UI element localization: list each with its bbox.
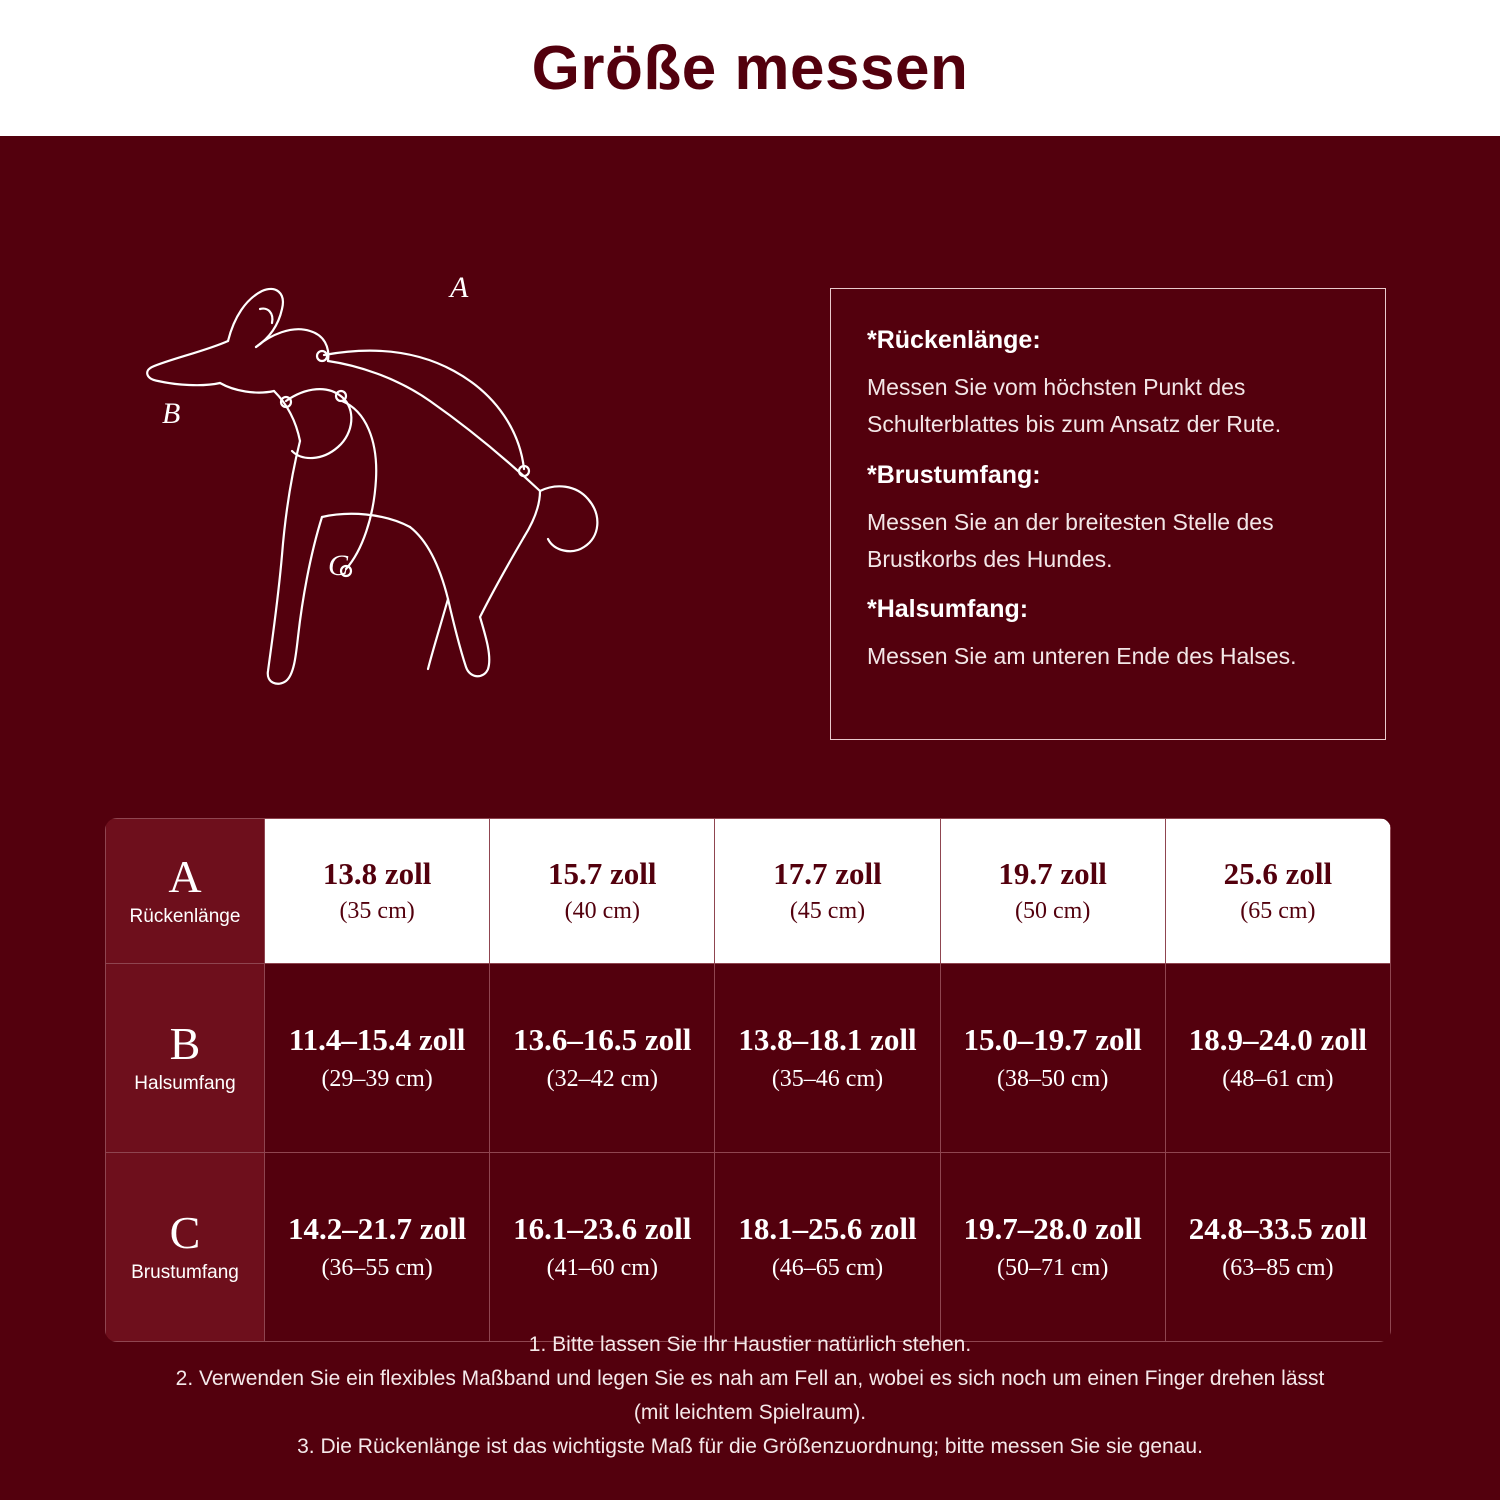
instruction-text: Messen Sie an der breitesten Stelle des Brustkorbs des Hundes. xyxy=(867,508,1274,572)
instruction-text: Messen Sie vom höchsten Punkt des Schulterblattes bis zum Ansatz der Rute. xyxy=(867,374,1282,438)
cell-subvalue: (63–85 cm) xyxy=(1222,1255,1334,1282)
instruction-heading: *Rückenlänge: xyxy=(867,326,1041,354)
table-cell xyxy=(1165,819,1390,964)
footer-note: 2. Verwenden Sie ein flexibles Maßband und legen Sie es nah am Fell an, wobei es sich noch um einen Finger drehen lässt xyxy=(175,1367,1325,1391)
cell-subvalue: (29–39 cm) xyxy=(321,1066,433,1093)
row-letter: A xyxy=(168,850,202,902)
cell-value: 18.1–25.6 zoll xyxy=(738,1210,917,1246)
table-cell xyxy=(715,1153,940,1342)
cell-subvalue: (46–65 cm) xyxy=(771,1255,884,1282)
cell-value: 24.8–33.5 zoll xyxy=(1188,1210,1367,1246)
dog-measurement-illustration xyxy=(110,255,750,725)
footer-note: 3. Die Rückenlänge ist das wichtigste Maß für die Größenzuordnung; bitte messen Sie sie genau. xyxy=(297,1435,1203,1459)
cell-value: 14.2–21.7 zoll xyxy=(287,1210,467,1246)
cell-subvalue: (50 cm) xyxy=(1015,897,1091,924)
table-row xyxy=(106,1153,1391,1342)
instruction-block-back-length xyxy=(867,325,1351,444)
cell-subvalue: (36–55 cm) xyxy=(321,1255,433,1282)
instruction-heading: *Brustumfang: xyxy=(867,460,1041,489)
cell-subvalue: (32–42 cm) xyxy=(546,1066,658,1093)
table-cell xyxy=(265,964,490,1153)
row-letter: B xyxy=(169,1017,201,1069)
cell-value: 13.6–16.5 zoll xyxy=(513,1021,692,1057)
cell-subvalue: (35 cm) xyxy=(339,897,415,924)
cell-value: 18.9–24.0 zoll xyxy=(1188,1021,1367,1057)
cell-value: 15.0–19.7 zoll xyxy=(963,1021,1142,1057)
cell-subvalue: (65 cm) xyxy=(1240,897,1316,924)
cell-subvalue: (35–46 cm) xyxy=(771,1066,884,1093)
table-row xyxy=(106,819,1391,964)
instruction-heading: *Halsumfang: xyxy=(867,595,1029,623)
table-cell xyxy=(1165,964,1390,1153)
cell-value: 17.7 zoll xyxy=(773,856,882,892)
cell-value: 13.8 zoll xyxy=(322,856,432,892)
cell-subvalue: (45 cm) xyxy=(789,897,866,924)
footer-note: 1. Bitte lassen Sie Ihr Haustier natürlich stehen. xyxy=(528,1333,972,1356)
table-cell xyxy=(940,964,1165,1153)
size-table xyxy=(105,818,1391,1342)
table-cell xyxy=(490,819,715,964)
cell-subvalue: (38–50 cm) xyxy=(997,1066,1109,1093)
cell-value: 19.7–28.0 zoll xyxy=(963,1210,1142,1246)
instruction-block-neck-girth xyxy=(867,594,1351,675)
page-title: Größe messen xyxy=(531,33,969,103)
cell-value: 15.7 zoll xyxy=(548,856,657,892)
table-cell xyxy=(265,819,490,964)
table-row xyxy=(106,964,1391,1153)
instruction-text: Messen Sie am unteren Ende des Halses. xyxy=(867,643,1297,669)
cell-value: 19.7 zoll xyxy=(998,856,1107,892)
cell-value: 13.8–18.1 zoll xyxy=(738,1021,917,1057)
cell-value: 11.4–15.4 zoll xyxy=(288,1021,466,1057)
table-cell xyxy=(715,819,940,964)
row-label: Brustumfang xyxy=(131,1261,239,1283)
cell-value: 25.6 zoll xyxy=(1223,856,1333,892)
table-cell xyxy=(490,1153,715,1342)
table-cell xyxy=(940,1153,1165,1342)
row-label: Rückenlänge xyxy=(129,905,241,927)
row-letter: C xyxy=(169,1206,201,1258)
row-header-c xyxy=(106,1153,265,1342)
illustration-label-a: A xyxy=(450,271,469,304)
table-cell xyxy=(715,964,940,1153)
instruction-block-chest-girth xyxy=(867,460,1351,579)
table-cell xyxy=(1165,1153,1390,1342)
illustration-label-c: C xyxy=(328,549,349,582)
table-cell xyxy=(940,819,1165,964)
table-cell xyxy=(265,1153,490,1342)
cell-subvalue: (50–71 cm) xyxy=(997,1255,1109,1282)
cell-subvalue: (41–60 cm) xyxy=(546,1255,658,1282)
cell-subvalue: (40 cm) xyxy=(564,897,640,924)
row-label: Halsumfang xyxy=(134,1072,236,1094)
row-header-b xyxy=(106,964,265,1153)
illustration-label-b: B xyxy=(162,397,181,430)
cell-subvalue: (48–61 cm) xyxy=(1222,1066,1334,1093)
cell-value: 16.1–23.6 zoll xyxy=(513,1210,692,1246)
page-header xyxy=(0,0,1500,136)
footer-notes xyxy=(0,1328,1500,1464)
measurement-instructions-box xyxy=(830,288,1386,740)
footer-note: (mit leichtem Spielraum). xyxy=(633,1401,867,1425)
table-cell xyxy=(490,964,715,1153)
row-header-a xyxy=(106,819,265,964)
